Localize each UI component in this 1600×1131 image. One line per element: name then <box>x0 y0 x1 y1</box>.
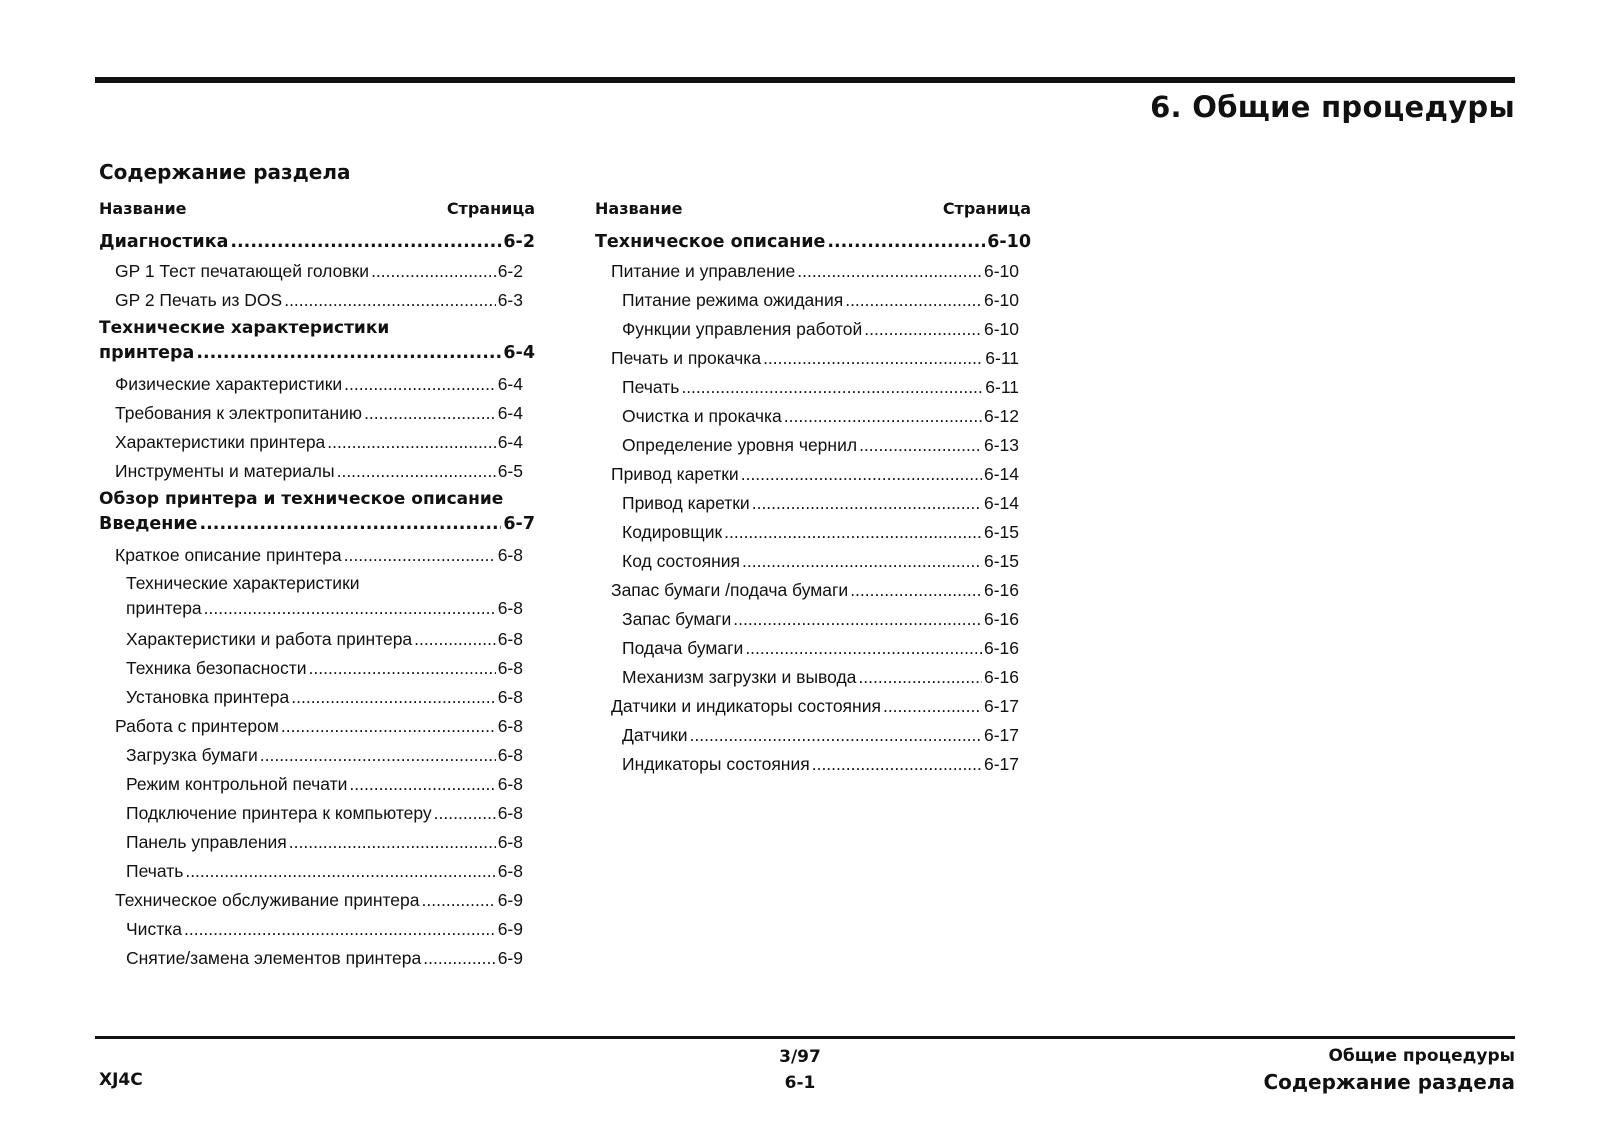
toc-entry-page: 6-17 <box>983 754 1019 774</box>
dot-leader <box>230 228 501 257</box>
dot-leader <box>845 286 982 315</box>
toc-entry-page: 6-10 <box>983 290 1019 310</box>
toc-entry-page: 6-14 <box>983 464 1019 484</box>
toc-entry-row <box>611 576 1019 605</box>
chapter-title: 6. Общие процедуры <box>1150 90 1515 124</box>
toc-entry[interactable] <box>99 828 523 857</box>
section-title: Содержание раздела <box>99 160 351 184</box>
toc-entry-title: Функции управления работой <box>622 319 863 339</box>
dot-leader <box>309 654 496 683</box>
toc-entry-title: принтера <box>126 598 202 618</box>
toc-entry-title: GP 1 Тест печатающей головки <box>115 261 370 281</box>
toc-entry-title: Загрузка бумаги <box>126 745 258 765</box>
toc-entry-page: 6-15 <box>983 522 1019 542</box>
toc-entry-title-first-line: Технические характеристики <box>126 573 360 593</box>
dot-leader <box>289 828 496 857</box>
dot-leader <box>784 402 982 431</box>
toc-entry-title: Привод каретки <box>622 493 750 513</box>
toc-entry[interactable] <box>595 344 1019 373</box>
dot-leader <box>327 428 495 457</box>
toc-entries <box>595 228 1031 779</box>
toc-entry-title: Инструменты и материалы <box>115 461 335 481</box>
toc-entry-page: 6-3 <box>497 290 523 310</box>
toc-entry[interactable] <box>595 431 1019 460</box>
toc-entry-title: Печать <box>126 861 184 881</box>
toc-entry-row <box>115 457 523 486</box>
dot-leader <box>414 625 496 654</box>
dot-leader <box>185 857 495 886</box>
dot-leader <box>724 518 982 547</box>
toc-entry-row <box>126 683 523 712</box>
toc-entry[interactable] <box>595 315 1019 344</box>
dot-leader <box>742 547 982 576</box>
toc-entry-title: Определение уровня чернил <box>622 435 858 455</box>
toc-entry-title: Питание и управление <box>611 261 796 281</box>
toc-entry-title: Требования к электропитанию <box>115 403 363 423</box>
toc-entry-title: Краткое описание принтера <box>115 545 342 565</box>
toc-entry-title: Физические характеристики <box>115 374 343 394</box>
toc-entry[interactable] <box>99 799 523 828</box>
toc-entry-row <box>595 228 1031 257</box>
toc-entry-row <box>126 828 523 857</box>
dot-leader <box>204 596 496 620</box>
dot-leader <box>797 257 982 286</box>
toc-entry[interactable] <box>99 857 523 886</box>
toc-entry[interactable] <box>99 625 523 654</box>
toc-entry-row <box>126 654 523 683</box>
toc-entry-row <box>115 886 523 915</box>
toc-entry-page: 6-12 <box>983 406 1019 426</box>
toc-entry[interactable] <box>99 286 523 315</box>
toc-entry-title-first-line: Обзор принтера и техническое описание <box>99 489 504 509</box>
toc-entry[interactable] <box>99 741 523 770</box>
toc-entry[interactable] <box>595 373 1019 402</box>
toc-entry[interactable] <box>99 712 523 741</box>
dot-leader <box>434 799 496 828</box>
toc-entry-title: Техника безопасности <box>126 658 307 678</box>
toc-entry-row <box>99 512 535 538</box>
footer-model: XJ4C <box>99 1070 143 1090</box>
toc-entry[interactable] <box>99 315 535 367</box>
toc-entry-title: Механизм загрузки и вывода <box>622 667 857 687</box>
dot-leader <box>337 457 496 486</box>
toc-entry-page: 6-2 <box>497 261 523 281</box>
toc-entry-title: Диагностика <box>99 232 229 252</box>
toc-entry-row <box>622 431 1019 460</box>
column-header-page: Страница <box>446 199 535 218</box>
toc-entry-page: 6-4 <box>503 343 535 363</box>
toc-entry-row <box>126 799 523 828</box>
toc-entry-title: Датчики и индикаторы состояния <box>611 696 881 716</box>
toc-entry[interactable] <box>595 663 1019 692</box>
column-header-name: Название <box>595 199 683 218</box>
toc-entry-title: Привод каретки <box>611 464 739 484</box>
toc-entry[interactable] <box>99 654 523 683</box>
toc-entry[interactable] <box>595 750 1019 779</box>
toc-entry-title: Код состояния <box>622 551 740 571</box>
toc-entry-row <box>622 634 1019 663</box>
toc-entry-row <box>126 741 523 770</box>
footer-chapter-name: Общие процедуры <box>1328 1046 1515 1066</box>
toc-entry-title: Характеристики и работа принтера <box>126 629 413 649</box>
dot-leader <box>763 344 983 373</box>
toc-entry-page: 6-8 <box>497 774 523 794</box>
toc-entry-title: Датчики <box>622 725 688 745</box>
toc-entry[interactable] <box>99 770 523 799</box>
footer-section-name: Содержание раздела <box>1263 1070 1515 1094</box>
toc-entry-page: 6-17 <box>983 696 1019 716</box>
toc-entry[interactable] <box>99 228 535 257</box>
toc-entry[interactable] <box>595 518 1019 547</box>
toc-entry-title: принтера <box>99 343 195 363</box>
dot-leader <box>752 489 982 518</box>
toc-entry-row <box>115 428 523 457</box>
toc-entry-title: Печать <box>622 377 680 397</box>
toc-entry-title: Индикаторы состояния <box>622 754 810 774</box>
dot-leader <box>364 399 496 428</box>
toc-entry-row <box>115 541 523 570</box>
toc-entry-title: Введение <box>99 514 198 534</box>
toc-entry[interactable] <box>595 489 1019 518</box>
toc-entry-page: 6-4 <box>497 403 523 423</box>
toc-entry-page: 6-15 <box>983 551 1019 571</box>
dot-leader <box>733 605 982 634</box>
column-header-page: Страница <box>942 199 1031 218</box>
toc-entry-title: Запас бумаги <box>622 609 732 629</box>
toc-entry-page: 6-11 <box>985 348 1019 368</box>
dot-leader <box>200 512 502 536</box>
toc-entry-title: Режим контрольной печати <box>126 774 348 794</box>
toc-entry-row <box>622 489 1019 518</box>
toc-entry-row <box>622 402 1019 431</box>
toc-entry[interactable] <box>595 257 1019 286</box>
toc-entry-row <box>611 692 1019 721</box>
toc-entry[interactable] <box>595 286 1019 315</box>
toc-entry-row <box>622 721 1019 750</box>
toc-entry[interactable] <box>595 576 1019 605</box>
toc-entry-row <box>611 460 1019 489</box>
toc-entry-page: 6-9 <box>497 919 523 939</box>
toc-entry[interactable] <box>595 692 1019 721</box>
toc-entry-title: Снятие/замена элементов принтера <box>126 948 422 968</box>
footer-page-info <box>740 1044 860 1096</box>
dot-leader <box>850 576 982 605</box>
toc-entry[interactable] <box>99 370 523 399</box>
toc-entry-title: Запас бумаги /подача бумаги <box>611 580 849 600</box>
toc-entry-row <box>622 373 1019 402</box>
dot-leader <box>260 741 496 770</box>
toc-entry-title: GP 2 Печать из DOS <box>115 290 283 310</box>
toc-entry-row <box>622 518 1019 547</box>
toc-entry-row <box>99 228 535 257</box>
dot-leader <box>281 712 496 741</box>
toc-entry[interactable] <box>99 541 523 570</box>
toc-entry-page: 6-4 <box>497 374 523 394</box>
toc-entry-page: 6-16 <box>983 638 1019 658</box>
dot-leader <box>859 431 982 460</box>
toc-entry-page: 6-17 <box>983 725 1019 745</box>
toc-entry-page: 6-16 <box>983 580 1019 600</box>
toc-entry-row <box>126 770 523 799</box>
toc-entry-title: Установка принтера <box>126 687 290 707</box>
dot-leader <box>344 370 496 399</box>
toc-entry-page: 6-7 <box>503 514 535 534</box>
toc-entry[interactable] <box>595 228 1031 257</box>
toc-entry-title: Подключение принтера к компьютеру <box>126 803 432 823</box>
toc-column-right <box>595 196 1031 779</box>
toc-column-header <box>99 196 535 222</box>
toc-entry[interactable] <box>595 605 1019 634</box>
toc-entry-page: 6-8 <box>497 598 523 618</box>
footer-rule <box>95 1036 1515 1039</box>
footer-section-info <box>1263 1044 1515 1096</box>
toc-entry-page: 6-10 <box>983 261 1019 281</box>
dot-leader <box>745 634 982 663</box>
toc-entry-row <box>115 370 523 399</box>
toc-entry-page: 6-8 <box>497 861 523 881</box>
toc-entry-page: 6-8 <box>497 832 523 852</box>
dot-leader <box>371 257 496 286</box>
toc-entry-page: 6-14 <box>983 493 1019 513</box>
column-header-name: Название <box>99 199 187 218</box>
toc-entry-row <box>622 286 1019 315</box>
toc-entry[interactable] <box>99 915 523 944</box>
dot-leader <box>349 770 495 799</box>
toc-entry-page: 6-8 <box>497 545 523 565</box>
toc-entry-row <box>99 341 535 367</box>
toc-entry-page: 6-8 <box>497 803 523 823</box>
toc-entry-page: 6-13 <box>983 435 1019 455</box>
toc-entry[interactable] <box>99 399 523 428</box>
toc-entry-page: 6-5 <box>497 461 523 481</box>
toc-entry-title: Работа с принтером <box>115 716 279 736</box>
toc-entry-page: 6-8 <box>497 629 523 649</box>
toc-entry[interactable] <box>99 257 523 286</box>
toc-entry-title: Чистка <box>126 919 182 939</box>
toc-entry-row <box>126 944 523 973</box>
toc-column-header <box>595 196 1031 222</box>
toc-entry-row <box>126 915 523 944</box>
header-rule <box>95 77 1515 83</box>
toc-entry[interactable] <box>99 570 523 622</box>
toc-entry-page: 6-9 <box>497 948 523 968</box>
toc-entry-page: 6-16 <box>983 667 1019 687</box>
toc-entry-row <box>611 257 1019 286</box>
toc-entry[interactable] <box>99 683 523 712</box>
toc-entry-title-first-line: Технические характеристики <box>99 318 390 338</box>
toc-entry-title: Подача бумаги <box>622 638 744 658</box>
toc-entry-row <box>115 286 523 315</box>
toc-entry-page: 6-10 <box>987 232 1031 252</box>
toc-entry-row <box>115 399 523 428</box>
dot-leader <box>422 886 496 915</box>
dot-leader <box>883 692 982 721</box>
toc-entry-title: Панель управления <box>126 832 287 852</box>
toc-entry-title: Печать и прокачка <box>611 348 762 368</box>
dot-leader <box>741 460 982 489</box>
toc-entry-row <box>622 547 1019 576</box>
toc-entry-title: Характеристики принтера <box>115 432 326 452</box>
toc-entry[interactable] <box>99 428 523 457</box>
toc-entry-page: 6-4 <box>497 432 523 452</box>
toc-entry[interactable] <box>99 457 523 486</box>
toc-entry-row <box>611 344 1019 373</box>
toc-entry[interactable] <box>595 721 1019 750</box>
toc-entry-row <box>115 257 523 286</box>
toc-entry-page: 6-16 <box>983 609 1019 629</box>
toc-entry-row <box>622 315 1019 344</box>
toc-entry[interactable] <box>595 460 1019 489</box>
dot-leader <box>344 541 496 570</box>
toc-entry[interactable] <box>99 886 523 915</box>
dot-leader <box>858 663 982 692</box>
dot-leader <box>284 286 496 315</box>
dot-leader <box>812 750 982 779</box>
toc-entry-page: 6-2 <box>503 232 535 252</box>
dot-leader <box>681 373 983 402</box>
dot-leader <box>827 228 985 257</box>
toc-entry-page: 6-8 <box>497 658 523 678</box>
toc-entry-page: 6-8 <box>497 687 523 707</box>
toc-entry[interactable] <box>595 634 1019 663</box>
toc-entry-row <box>115 712 523 741</box>
dot-leader <box>690 721 982 750</box>
dot-leader <box>184 915 496 944</box>
footer-page-number: 6-1 <box>784 1073 816 1093</box>
toc-entry-title: Техническое описание <box>595 232 826 252</box>
toc-entry-title: Кодировщик <box>622 522 723 542</box>
toc-entry-title: Очистка и прокачка <box>622 406 782 426</box>
dot-leader <box>864 315 982 344</box>
toc-entry-page: 6-9 <box>497 890 523 910</box>
toc-entry[interactable] <box>99 486 535 538</box>
footer-page-ratio: 3/97 <box>779 1047 821 1067</box>
toc-entry[interactable] <box>595 547 1019 576</box>
toc-entry-row <box>126 596 523 622</box>
dot-leader <box>291 683 495 712</box>
toc-entry-row <box>126 857 523 886</box>
toc-entry-page: 6-8 <box>497 716 523 736</box>
toc-entry-row <box>622 750 1019 779</box>
toc-entry-page: 6-11 <box>985 377 1019 397</box>
toc-entry-title: Питание режима ожидания <box>622 290 844 310</box>
dot-leader <box>423 944 495 973</box>
dot-leader <box>196 341 501 365</box>
toc-entry-title: Техническое обслуживание принтера <box>115 890 420 910</box>
toc-column-left <box>99 196 535 973</box>
toc-entry-page: 6-8 <box>497 745 523 765</box>
toc-entry[interactable] <box>595 402 1019 431</box>
toc-entry-row <box>622 605 1019 634</box>
toc-entry[interactable] <box>99 944 523 973</box>
toc-entry-row <box>126 625 523 654</box>
toc-entry-row <box>622 663 1019 692</box>
toc-entries <box>99 228 535 973</box>
toc-entry-page: 6-10 <box>983 319 1019 339</box>
